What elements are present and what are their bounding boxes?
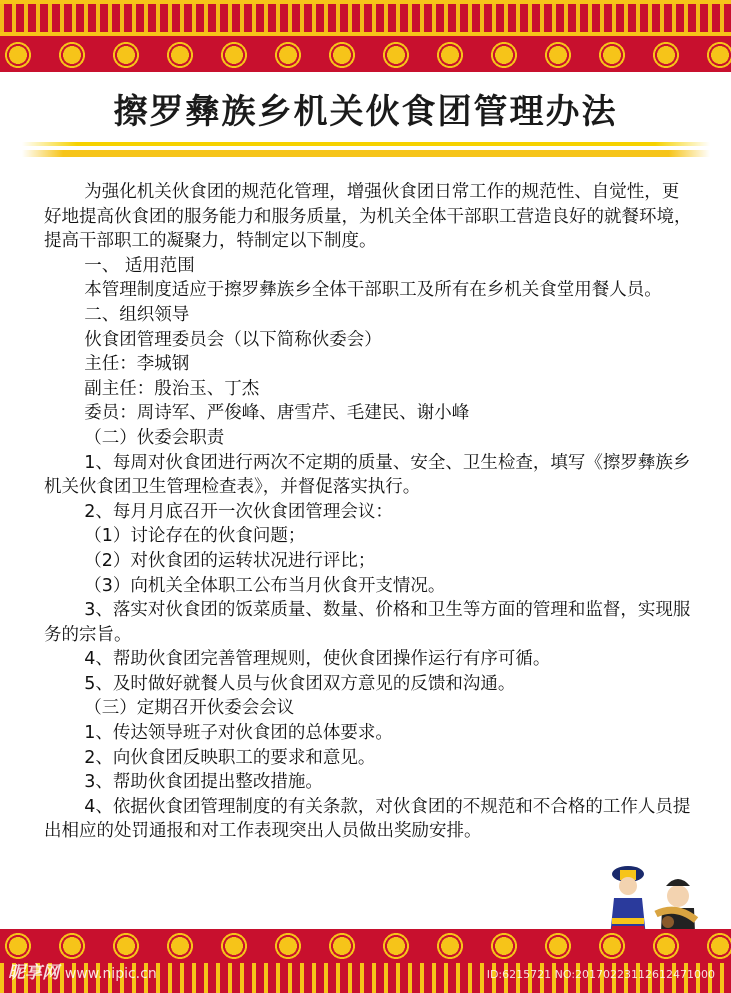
paragraph: 本管理制度适应于擦罗彝族乡全体干部职工及所有在乡机关食堂用餐人员。	[84, 280, 662, 301]
paragraph: （3）向机关全体职工公布当月伙食开支情况。	[84, 575, 446, 596]
paragraph: 为强化机关伙食团的规范化管理，增强伙食团日常工作的规范性、自觉性，更好地提高伙食团的服务能力和服务质量，为机关全体干部职工营造良好的就餐环境，提高干部职工的凝聚力，特制定以下制度。	[44, 182, 692, 252]
paragraph: （2）对伙食团的运转状况进行评比；	[84, 550, 376, 571]
watermark-id: ID:6215721 NO:20170223112612471000	[486, 968, 715, 981]
title-underline-thin	[22, 142, 710, 146]
top-decorative-border	[0, 0, 731, 72]
title-underline-thick	[22, 150, 710, 157]
paragraph: 委员：周诗军、严俊峰、唐雪芹、毛建民、谢小峰	[84, 403, 470, 424]
paragraph: 4、依据伙食团管理制度的有关条款，对伙食团的不规范和不合格的工作人员提出相应的处罚通报和对工作表现突出人员做出奖励安排。	[44, 796, 691, 842]
watermark-brand: 昵享网 www.nipic.cn	[8, 963, 157, 983]
paragraph: 二、组织领导	[84, 304, 190, 325]
paragraph: 1、传达领导班子对伙食团的总体要求。	[84, 723, 393, 744]
paragraph: 2、向伙食团反映职工的要求和意见。	[84, 747, 376, 768]
watermark-url: www.nipic.cn	[64, 966, 157, 982]
paragraph: 伙食团管理委员会（以下简称伙委会）	[84, 329, 382, 350]
paragraph: 3、落实对伙食团的饭菜质量、数量、价格和卫生等方面的管理和监督，实现服务的宗旨。	[44, 600, 691, 645]
page-title: 擦罗彝族乡机关伙食团管理办法	[113, 92, 618, 132]
paragraph: 副主任：殷治玉、丁杰	[84, 378, 260, 399]
paragraph: 4、帮助伙食团完善管理规则，使伙食团操作运行有序可循。	[84, 649, 551, 670]
paragraph: （二）伙委会职责	[84, 427, 225, 448]
bottom-decorative-border	[0, 929, 731, 993]
paragraph: 5、及时做好就餐人员与伙食团双方意见的反馈和沟通。	[84, 673, 516, 694]
paragraph: （1）讨论存在的伙食问题；	[84, 526, 306, 547]
top-fret-pattern	[0, 0, 731, 36]
paragraph: 主任：李城钢	[84, 354, 190, 375]
paragraph: 2、每月月底召开一次伙食团管理会议：	[84, 501, 393, 522]
paragraph: 3、帮助伙食团提出整改措施。	[84, 772, 323, 793]
paragraph: 一、 适用范围	[84, 255, 195, 276]
document-body	[44, 180, 694, 844]
top-cloud-wave-pattern	[0, 38, 731, 72]
paragraph: （三）定期召开伙委会会议	[84, 698, 295, 719]
paragraph: 1、每周对伙食团进行两次不定期的质量、安全、卫生检查，填写《擦罗彝族乡机关伙食团卫生管理检查表》，并督促落实执行。	[44, 452, 691, 498]
